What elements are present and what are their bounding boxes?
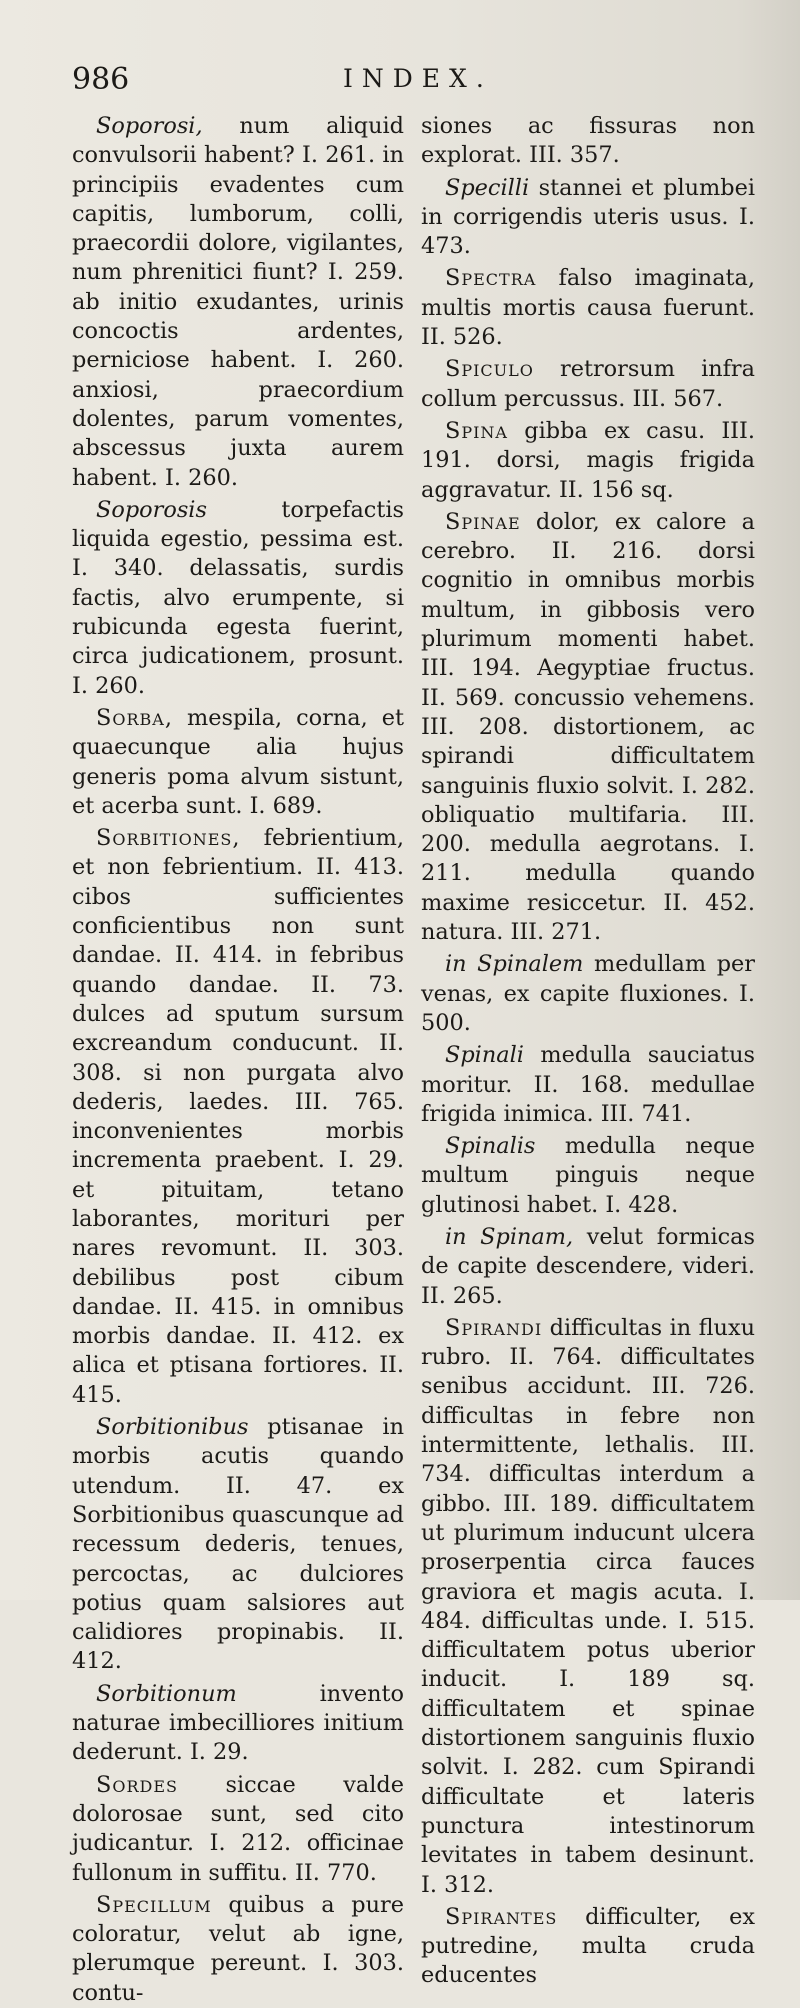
page-number: 986 — [72, 62, 130, 97]
entry-text: febrientium, et non febrientium. II. 413. cibos sufficientes conficientibus non sunt dandae. II. 414. in febribus quando dandae. II. 73. dulces ad sputum sursum excreandum conducunt. II. 308. si non purgata alvo dederis, laedes. III. 765. inconvenientes morbis incrementa praebent. I. 29. et pituitam, tetano laborantes, morituri per nares revomunt. II. 303. debilibus post cibum dandae. II. 415. in omnibus morbis dandae. II. 412. ex alica et ptisana fortiores. II. 415. — [72, 825, 404, 1408]
entry-lead: Sorba, — [96, 704, 173, 731]
entry-lead: Specillum — [96, 1891, 212, 1918]
index-entry — [72, 1891, 404, 2008]
entry-lead: Spirandi — [445, 1314, 543, 1341]
index-entry — [421, 355, 755, 414]
entry-text: difficultas in fluxu rubro. II. 764. difficultates senibus accidunt. III. 726. difficultas in febre non intermittente, lethalis. III. 734. difficultas interdum a gibbo. III. 189. difficultatem ut plurimum inducunt ulcera proserpentia circa fauces graviora et magis acuta. I. 484. difficultas unde. I. 515. difficultatem potus uberior inducit. I. 189 sq. difficultatem et spinae distortionem sanguinis fluxio solvit. I. 282. cum Spirandi difficultate et lateris punctura intestinorum levitates in tabem desinunt. I. 312. — [421, 1314, 755, 1898]
entry-lead: in Spinam, — [445, 1223, 574, 1250]
entry-lead: Spinalis — [445, 1133, 536, 1160]
entry-lead: Soporosi, — [96, 113, 203, 139]
entry-lead: Sorbitionum — [96, 1680, 237, 1707]
index-entry — [421, 1314, 755, 1900]
index-entry — [72, 824, 404, 1410]
entry-lead: Spina — [445, 417, 508, 444]
entry-lead: Spinae — [445, 508, 521, 535]
entry-text: stannei et plumbei in corrigendis uteris usus. I. 473. — [421, 174, 756, 260]
entry-text: medulla sauciatus moritur. II. 168. medullae frigida inimica. III. 741. — [421, 1042, 755, 1127]
entry-text: medullam per venas, ex capite fluxiones. I. 500. — [421, 951, 755, 1036]
entry-text: torpefactis liquida egestio, pessima est. I. 340. delassatis, surdis factis, alvo erumpente, si rubicunda egesta fuerint, circa judicationem, prosunt. I. 260. — [72, 496, 404, 699]
entry-text: dolor, ex calore a cerebro. II. 216. dorsi cognitio in omnibus morbis multum, in gibbosis vero plurimum momenti habet. III. 194. Aegyptiae fructus. II. 569. concussio vehemens. III. 208. distortionem, ac spirandi difficultatem sanguinis fluxio solvit. I. 282. obliquatio multifaria. III. 200. medulla aegrotans. I. 211. medulla quando maxime resiccetur. II. 452. natura. III. 271. — [421, 508, 755, 946]
index-entry — [421, 1132, 755, 1220]
entry-lead: Spinali — [445, 1042, 524, 1069]
index-entry — [72, 496, 404, 701]
entry-text: velut formicas de capite descendere, videri. II. 265. — [421, 1223, 755, 1309]
entry-text: gibba ex casu. III. 191. dorsi, magis frigida aggravatur. II. 156 sq. — [421, 417, 755, 503]
index-entry — [421, 1903, 755, 1991]
entry-text: medulla neque multum pinguis neque glutinosi habet. I. 428. — [421, 1133, 755, 1218]
entry-lead: in Spinalem — [445, 951, 584, 978]
entry-lead: Sorbitionibus — [96, 1414, 249, 1441]
index-entry — [421, 1223, 755, 1311]
entry-lead: Specilli — [445, 174, 530, 201]
entry-text: siccae valde dolorosae sunt, sed cito judicantur. I. 212. officinae fullonum in suffitu. II. 770. — [72, 1771, 404, 1886]
entry-text: difficulter, ex putredine, multa cruda educentes — [421, 1903, 755, 1989]
index-entry — [421, 508, 755, 947]
entry-text: ptisanae in morbis acutis quando utendum. II. 47. ex Sorbitionibus quascunque ad recessum dederis, tenues, percoctas, ac dulciores potius quam salsiores aut calidiores propinabis. II. 412. — [72, 1414, 404, 1675]
index-entry — [72, 704, 404, 821]
entry-lead: Sordes — [96, 1771, 178, 1798]
index-entry — [72, 1413, 404, 1677]
running-title: INDEX. — [343, 64, 493, 93]
right-column — [421, 112, 756, 1989]
page-header — [0, 62, 800, 102]
index-entry — [72, 1771, 404, 1888]
index-entry — [421, 950, 755, 1038]
entry-text: mespila, corna, et quaecunque alia hujus generis poma alvum sistunt, et acerba sunt. I. 689. — [72, 704, 404, 819]
entry-text: retrorsum infra collum percussus. III. 567. — [421, 356, 755, 412]
entry-lead: Sorbitiones, — [96, 825, 241, 852]
entry-lead: Spirantes — [445, 1903, 558, 1930]
entry-text: falso imaginata, multis mortis causa fuerunt. II. 526. — [421, 265, 756, 351]
entry-lead: Spectra — [445, 265, 537, 292]
index-entry — [421, 417, 755, 505]
index-entry — [421, 264, 755, 352]
entry-lead: Soporosis — [96, 496, 207, 523]
entry-lead: Spiculo — [445, 356, 534, 383]
index-entry — [421, 174, 755, 262]
entry-text: quibus a pure coloratur, velut ab igne, plerumque pereunt. I. 303. contu- — [72, 1891, 404, 2006]
index-entry — [72, 112, 404, 493]
continued-entry: siones ac fissuras non explorat. III. 357. — [421, 113, 755, 169]
index-entry — [421, 1041, 755, 1129]
entry-text: num aliquid convulsorii habent? I. 261. in principiis evadentes cum capitis, lumborum, colli, praecordii dolore, vigilantes, num phrenitici fiunt? I. 259. ab initio exudantes, urinis concoctis ardentes, perniciose habent. I. 260. anxiosi, praecordium dolentes, parum vomentes, abscessus juxta aurem habent. I. 260. — [72, 113, 405, 491]
left-column — [72, 112, 405, 2006]
entry-text: invento naturae imbecilliores initium dederunt. I. 29. — [72, 1680, 404, 1766]
index-entry — [72, 1680, 404, 1768]
